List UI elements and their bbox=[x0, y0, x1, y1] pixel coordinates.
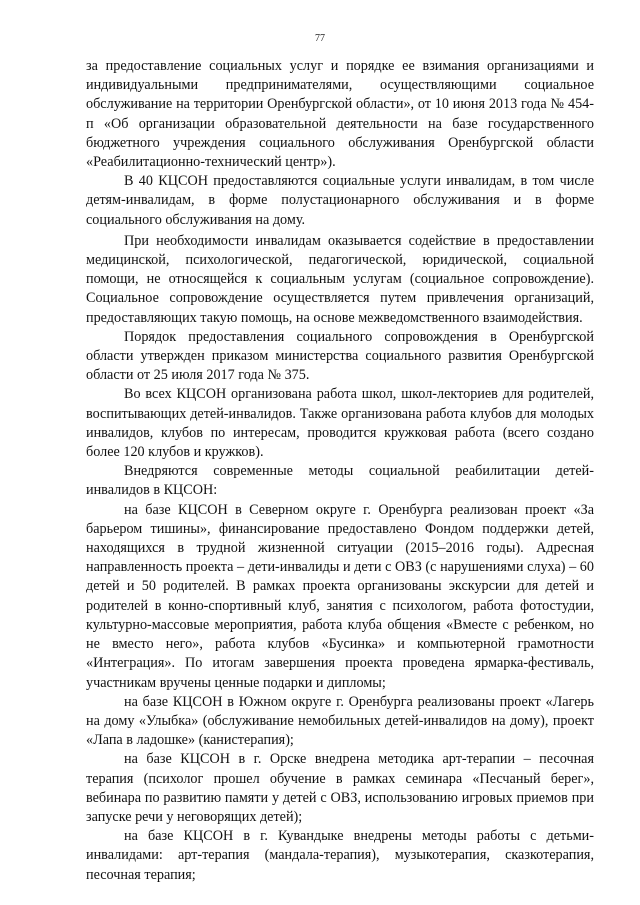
paragraph-3: При необходимости инвалидам оказывается содействие в предоставлении медицинской, психологической, педагогической, юридической, социальной помощи, не относящейся к социальным услугам (социальное сопровождение). Социальное сопровождение осуществляется путем привлечения организаций, предоставляющих такую помощь, на основе межведомственного взаимодействия. bbox=[86, 232, 594, 326]
paragraph-6: Внедряются современные методы социальной реабилитации детей-инвалидов в КЦСОН: bbox=[86, 463, 594, 499]
page-number: 77 bbox=[315, 33, 325, 44]
paragraph-10: на базе КЦСОН в г. Кувандыке внедрены методы работы с детьми-инвалидами: арт-терапия (мандала-терапия), музыкотерапия, сказкотерапия, песочная терапия; bbox=[86, 828, 594, 883]
paragraph-2: В 40 КЦСОН предоставляются социальные услуги инвалидам, в том числе детям-инвалидам, в форме полустационарного обслуживания и в форме социального обслуживания на дому. bbox=[86, 173, 594, 228]
paragraph-5: Во всех КЦСОН организована работа школ, школ-лекториев для родителей, воспитывающих детей-инвалидов. Также организована работа клубов для молодых инвалидов, клубов по интересам, проводится кружковая работа (всего создано более 120 клубов и кружков). bbox=[86, 386, 594, 461]
paragraph-8: на базе КЦСОН в Южном округе г. Оренбурга реализованы проект «Лагерь на дому «Улыбка» (обслуживание немобильных детей-инвалидов на дому), проект «Лапа в ладошке» (канистерапия); bbox=[86, 693, 594, 749]
paragraph-7: на базе КЦСОН в Северном округе г. Оренбурга реализован проект «За барьером тишины», финансирование предоставлено Фондом поддержки детей, находящихся в трудной жизненной ситуации (2015–2016 годы). Адресная направленность проекта – дети-инвалиды и дети с ОВЗ (с нарушениями слуха) – 60 детей и 50 родителей. В рамках проекта организованы экскурсии для детей и родителей в конно-спортивный клуб, занятия с психологом, работа фотостудии, культурно-массовые мероприятия, работа клуба общения «Вместе с ребенком, но не вместо него», работа клубов «Бусинка» и компьютерной грамотности «Интеграция». По итогам завершения проекта проведена ярмарка-фестиваль, участникам вручены ценные подарки и дипломы; bbox=[86, 501, 594, 691]
paragraph-9: на базе КЦСОН в г. Орске внедрена методика арт-терапии – песочная терапия (психолог прошел обучение в рамках семинара «Песчаный берег», вебинара по развитию памяти у детей с ОВЗ, использованию игровых приемов при запуске речи у неговорящих детей); bbox=[86, 751, 594, 825]
document-body bbox=[86, 57, 594, 885]
paragraph-1: за предоставление социальных услуг и порядке ее взимания организациями и индивидуальными предпринимателями, осуществляющими социальное обслуживание на территории Оренбургской области», от 10 июня 2013 года № 454-п «Об организации образовательной деятельности на базе государственного бюджетного учреждения социального обслуживания Оренбургской области «Реабилитационно-технический центр»). bbox=[86, 58, 594, 171]
paragraph-4: Порядок предоставления социального сопровождения в Оренбургской области утвержден приказом министерства социального развития Оренбургской области от 25 июля 2017 года № 375. bbox=[86, 328, 594, 384]
